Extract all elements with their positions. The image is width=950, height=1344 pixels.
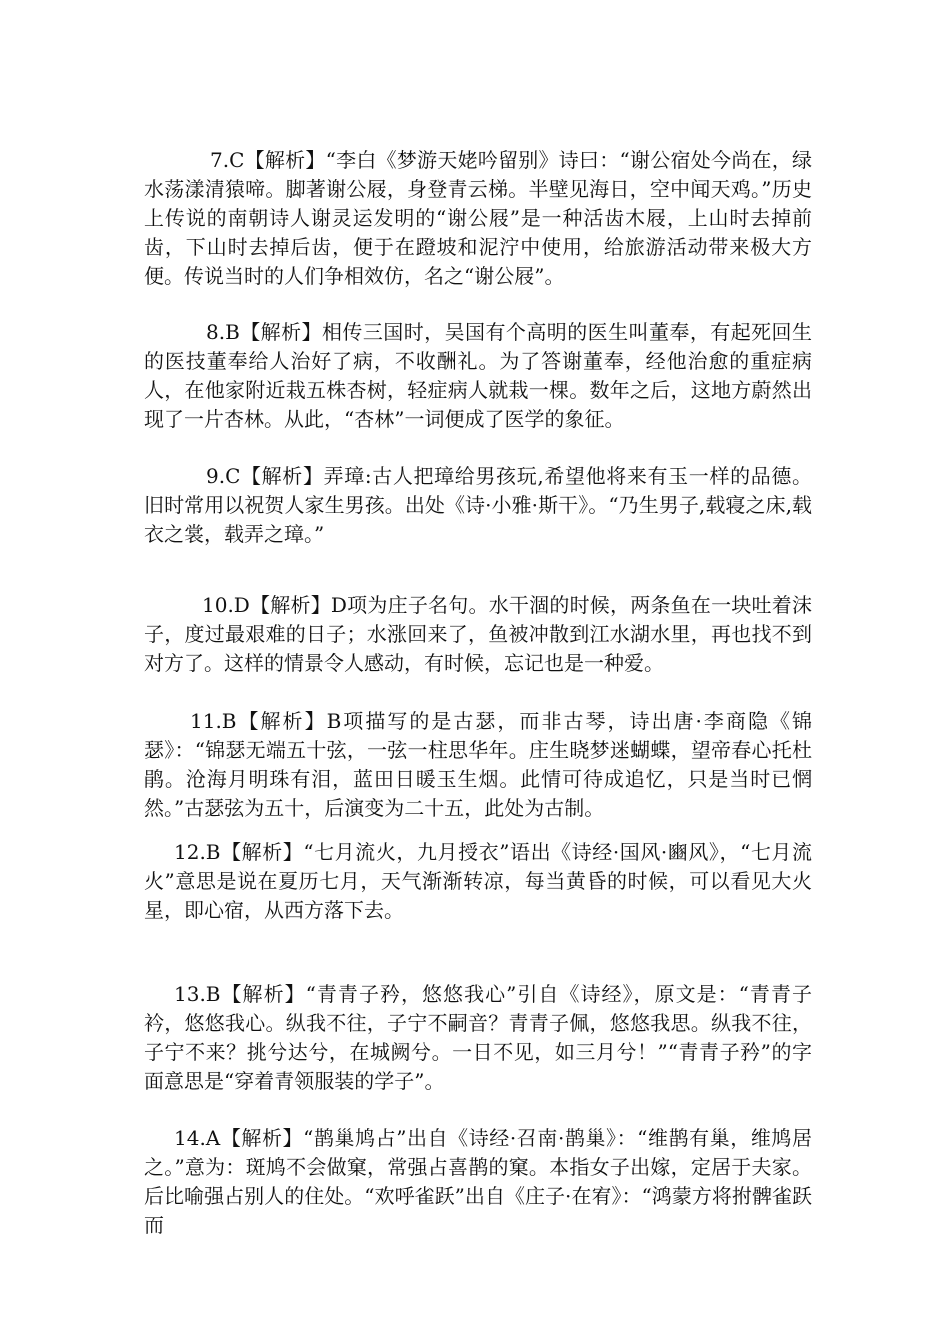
answer-paragraph-14: 14.A【解析】“鹊巢鸠占”出自《诗经·召南·鹊巢》：“维鹊有巢，维鸠居之。”意为：斑鸠不会做窠，常强占喜鹊的窠。本指女子出嫁，定居于夫家。后比喻强占别人的住处。“欢呼雀跃”出自《庄子·在宥》：“鸿蒙方将拊髀雀跃而 — [144, 1126, 812, 1237]
answer-paragraph-9: 9.C【解析】弄璋:古人把璋给男孩玩,希望他将来有玉一样的品德。旧时常用以祝贺人家生男孩。出处《诗·小雅·斯干》。“乃生男子,载寝之床,载衣之裳，载弄之璋。” — [144, 464, 812, 546]
answer-paragraph-8: 8.B【解析】相传三国时，吴国有个高明的医生叫董奉，有起死回生的医技董奉给人治好了病，不收酬礼。为了答谢董奉，经他治愈的重症病人，在他家附近栽五株杏树，轻症病人就栽一棵。数年之后，这地方蔚然出现了一片杏林。从此，“杏林”一词便成了医学的象征。 — [144, 320, 812, 431]
answer-paragraph-12: 12.B【解析】“七月流火，九月授衣”语出《诗经·国风·豳风》，“七月流火”意思是说在夏历七月，天气渐渐转凉，每当黄昏的时候，可以看见大火星，即心宿，从西方落下去。 — [144, 840, 812, 922]
answer-paragraph-10: 10.D【解析】D项为庄子名句。水干涸的时候，两条鱼在一块吐着沫子，度过最艰难的日子；水涨回来了，鱼被冲散到江水湖水里，再也找不到对方了。这样的情景令人感动，有时候，忘记也是一种爱。 — [144, 593, 812, 675]
answer-paragraph-13: 13.B【解析】“青青子矜，悠悠我心”引自《诗经》，原文是：“青青子衿，悠悠我心。纵我不往，子宁不嗣音？青青子佩，悠悠我思。纵我不往，子宁不来？挑兮达兮，在城阙兮。一日不见，如三月兮！”“青青子矜”的字面意思是“穿着青领服装的学子”。 — [144, 982, 812, 1093]
answer-paragraph-7: 7.C【解析】“李白《梦游天姥吟留别》诗曰：“谢公宿处今尚在，绿水荡漾清猿啼。脚著谢公屐，身登青云梯。半壁见海日，空中闻天鸡。”历史上传说的南朝诗人谢灵运发明的“谢公屐”是一种活齿木屐，上山时去掉前齿，下山时去掉后齿，便于在蹬坡和泥泞中使用，给旅游活动带来极大方便。传说当时的人们争相效仿，名之“谢公屐”。 — [144, 148, 812, 288]
answer-paragraph-11: 11.B【解析】B项描写的是古瑟，而非古琴，诗出唐·李商隐《锦瑟》：“锦瑟无端五十弦，一弦一柱思华年。庄生晓梦迷蝴蝶，望帝春心托杜鹃。沧海月明珠有泪，蓝田日暖玉生烟。此情可待成追忆，只是当时已惘然。”古瑟弦为五十，后演变为二十五，此处为古制。 — [144, 709, 812, 820]
